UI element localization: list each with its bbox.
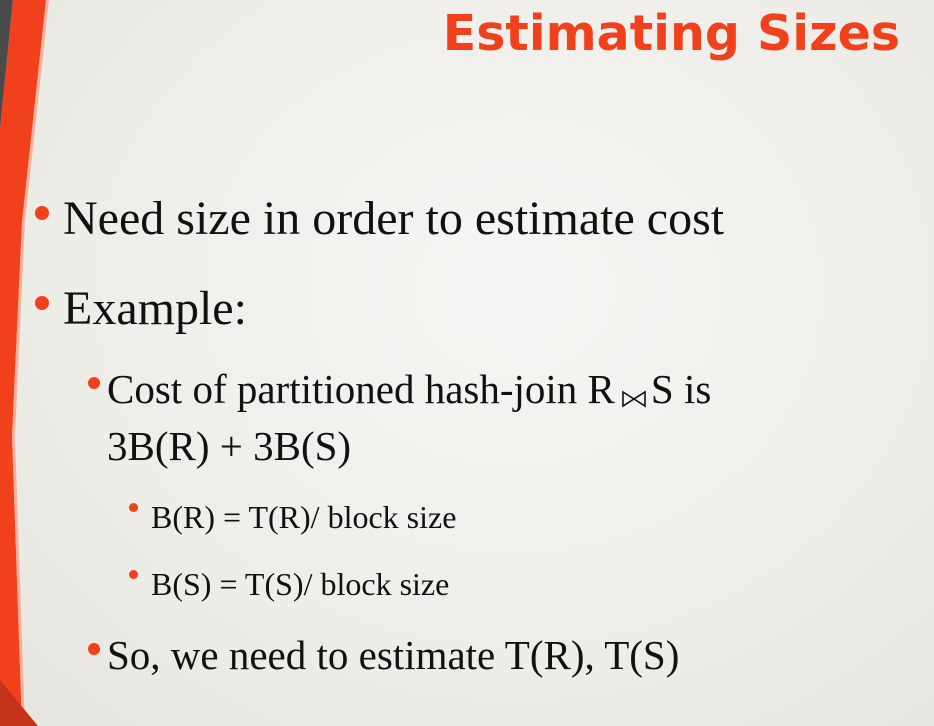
sub-bullet-cost-line2: 3B(R) + 3B(S) [107,423,352,469]
bullet-dot [129,570,138,579]
cost-text-before: Cost of partitioned hash-join R [107,366,615,412]
bullet-dot [88,377,100,389]
cost-text-after: S is [650,366,712,412]
bullet-dot [35,296,49,310]
bullet-need-size: Need size in order to estimate cost [63,192,725,245]
bullet-dot [35,206,49,220]
slide-title: Estimating Sizes [442,5,900,62]
sub-sub-bullet-br: B(R) = T(R)/ block size [151,499,457,535]
bowtie-join-icon [621,369,647,419]
bullet-dot [88,643,100,655]
bullet-example: Example: [63,282,247,335]
bullet-dot [129,503,138,512]
sub-bullet-cost-line1 [107,364,711,419]
sub-sub-bullet-bs: B(S) = T(S)/ block size [151,566,450,602]
sub-bullet-so: So, we need to estimate T(R), T(S) [107,632,680,678]
